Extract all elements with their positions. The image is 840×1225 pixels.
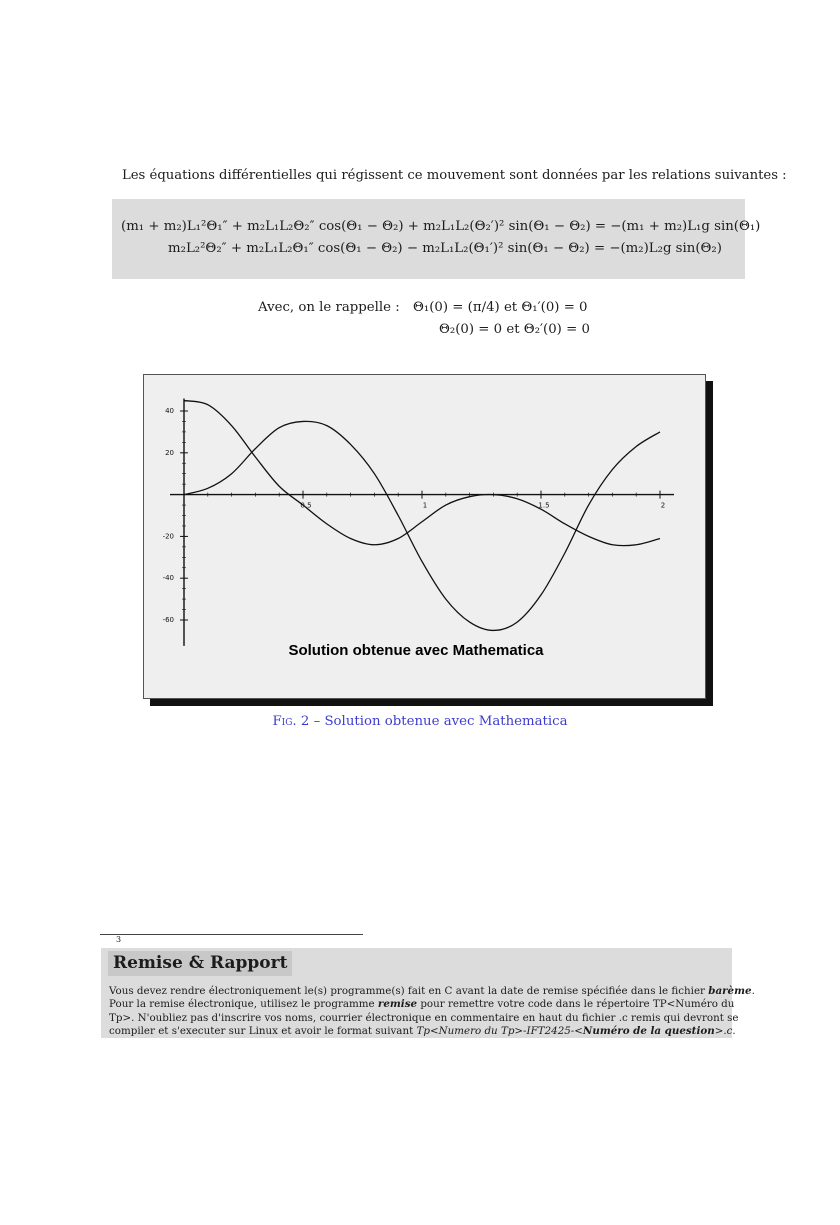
equation-2: m₂L₂²Θ₂″ + m₂L₁L₂Θ₁″ cos(Θ₁ − Θ₂) − m₂L₁L₂(Θ₁′)² sin(Θ₁ − Θ₂) = −(m₂)L₂g sin(Θ₂) xyxy=(168,241,722,256)
initial-condition-1: Θ₁(0) = (π/4) et Θ₁′(0) = 0 xyxy=(413,300,588,315)
figure-frame xyxy=(143,374,706,699)
initial-conditions-label: Avec, on le rappelle : xyxy=(258,300,400,315)
equations-box xyxy=(112,199,761,279)
section-text: Vous devez rendre électroniquement le(s) programme(s) fait en C avant la date de remise spécifiée dans le fichier xyxy=(109,985,709,997)
y-tick-label: -60 xyxy=(162,616,174,624)
plot-title: Solution obtenue avec Mathematica xyxy=(288,642,544,659)
section-line-3: Tp>. N'oubliez pas d'inscrire vos noms, courrier électronique en commentaire en haut du fichier .c remis qui devront se xyxy=(109,1011,739,1024)
footnote-rule xyxy=(100,934,363,935)
section-text: Pour la remise électronique, utilisez le programme xyxy=(109,998,378,1011)
section-line-2 xyxy=(109,998,735,1011)
section-text: . xyxy=(732,1024,736,1037)
figure-label: Fig. 2 xyxy=(272,714,310,729)
x-tick-label: 1 xyxy=(422,501,428,510)
equation-1: (m₁ + m₂)L₁²Θ₁″ + m₂L₁L₂Θ₂″ cos(Θ₁ − Θ₂) + m₂L₁L₂(Θ₂′)² sin(Θ₁ − Θ₂) = −(m₁ + m₂)L₁g sin(Θ₁) xyxy=(121,219,761,234)
y-tick-label: 40 xyxy=(165,407,174,415)
section-title: Remise & Rapport xyxy=(108,951,292,976)
bareme-filename: barème xyxy=(708,985,752,997)
section-body xyxy=(109,985,755,1038)
section-line-1 xyxy=(109,985,755,998)
filename-format: Tp<Numero du Tp>-IFT2425-< xyxy=(416,1024,583,1037)
initial-condition-2: Θ₂(0) = 0 et Θ₂′(0) = 0 xyxy=(439,322,590,337)
figure-caption xyxy=(0,714,840,729)
section-text: pour remettre votre code dans le répertoire TP<Numéro du xyxy=(417,998,735,1011)
filename-format-question: Numéro de la question xyxy=(582,1024,715,1037)
footnote-mark: 3 xyxy=(116,935,122,944)
mathematica-plot xyxy=(144,375,706,699)
x-tick-label: 0.5 xyxy=(300,501,312,510)
section-text: . xyxy=(751,985,755,997)
y-tick-label: 20 xyxy=(165,448,174,457)
figure-caption-text: – Solution obtenue avec Mathematica xyxy=(309,714,568,729)
filename-format-ext: >.c xyxy=(714,1024,733,1037)
y-tick-label: -40 xyxy=(162,574,174,583)
remise-program-name: remise xyxy=(377,998,418,1011)
section-line-4 xyxy=(109,1024,736,1038)
series-line-1 xyxy=(184,401,660,546)
intro-paragraph: Les équations différentielles qui régissent ce mouvement sont données par les relations suivantes : xyxy=(122,168,787,183)
series-line-2 xyxy=(184,421,660,630)
y-tick-label: -20 xyxy=(162,532,174,541)
x-tick-label: 2 xyxy=(660,501,666,510)
x-tick-label: 1.5 xyxy=(538,501,550,510)
section-text: compiler et s'executer sur Linux et avoir le format suivant xyxy=(109,1024,417,1037)
